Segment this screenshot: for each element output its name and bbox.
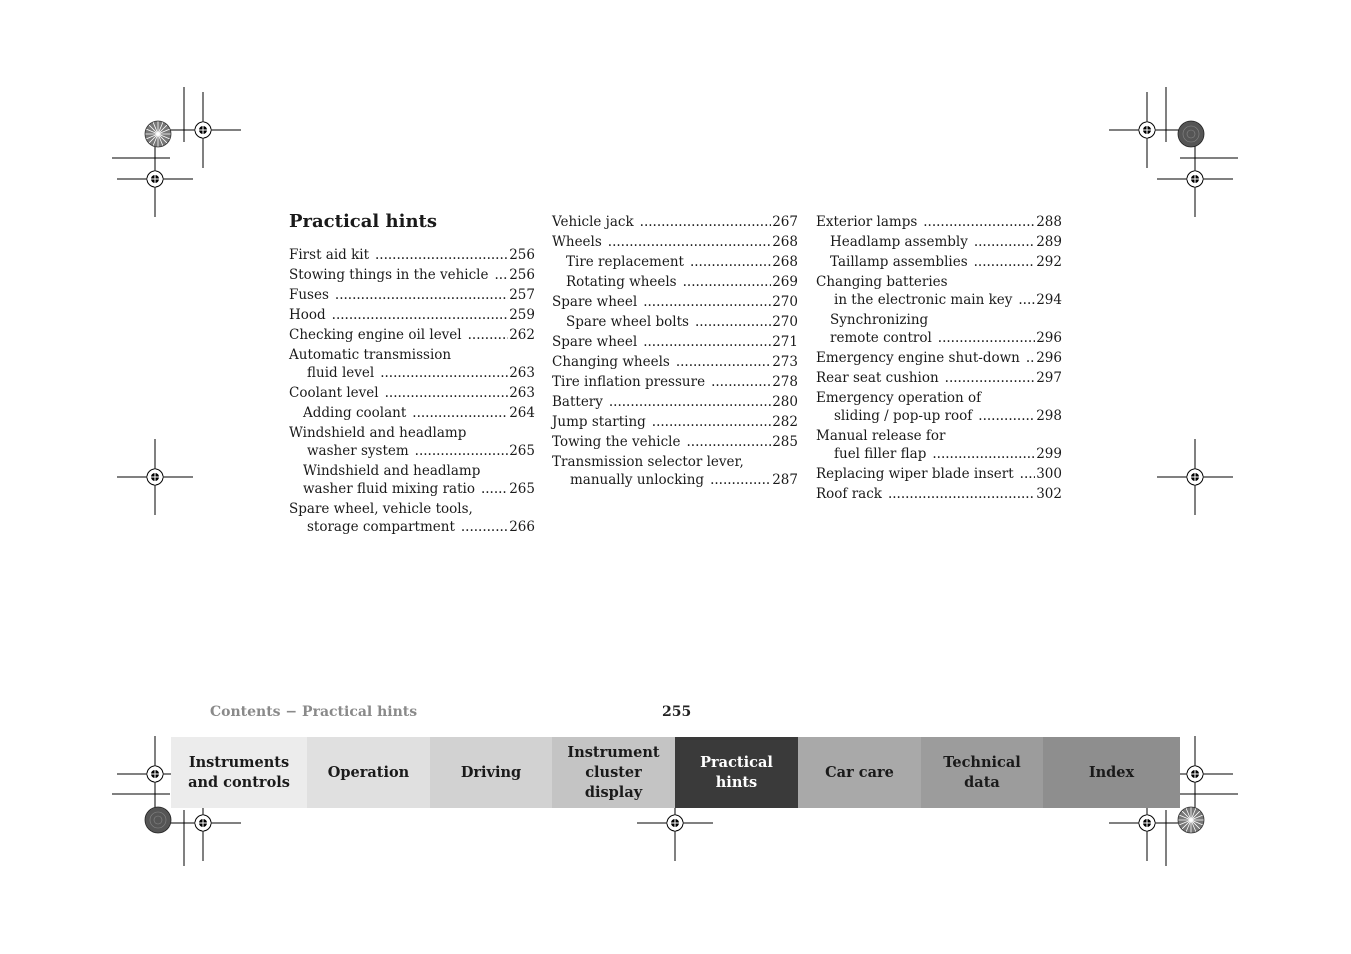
breadcrumb: Contents − Practical hints [210,704,418,720]
contents-column-1 [289,246,535,538]
entry-title: fluid level [307,365,375,381]
entry-title: Headlamp assembly [830,234,968,250]
entry-line [816,427,1062,445]
entry-line [816,407,1062,425]
entry-page-number: 268 [772,254,798,270]
entry-page-number: 285 [772,434,798,450]
contents-entry[interactable] [552,373,798,391]
tab-driving[interactable]: Driving [430,737,552,808]
entry-title: storage compartment [307,519,455,535]
entry-line [289,364,535,382]
contents-entry[interactable] [816,253,1062,271]
dot-leader [938,329,1035,347]
entry-page-number: 265 [509,481,535,497]
entry-title: Changing wheels [552,354,670,370]
entry-page-number: 297 [1036,370,1062,386]
dot-leader [686,433,771,451]
entry-page-number: 302 [1036,486,1062,502]
contents-entry[interactable] [552,233,798,251]
entry-title: Exterior lamps [816,214,918,230]
contents-entry[interactable] [816,233,1062,251]
entry-page-number: 300 [1036,466,1062,482]
entry-line [816,369,1062,387]
dot-leader [652,413,771,431]
entry-page-number: 256 [509,267,535,283]
entry-line [289,384,535,402]
entry-line [816,445,1062,463]
entry-line [552,273,798,291]
entry-page-number: 294 [1036,292,1062,308]
entry-page-number: 265 [509,443,535,459]
entry-line [289,246,535,264]
dot-leader [690,253,771,271]
entry-line [552,413,798,431]
entry-title: Vehicle jack [552,214,634,230]
entry-line [816,349,1062,367]
tab-practical-hints[interactable]: Practical hints [675,737,798,808]
entry-title: washer fluid mixing ratio [303,481,475,497]
entry-line [552,373,798,391]
entry-line [289,286,535,304]
dot-leader [978,407,1035,425]
entry-page-number: 289 [1036,234,1062,250]
contents-entry[interactable] [552,393,798,411]
section-title: Practical hints [289,211,437,232]
entry-line [816,291,1062,309]
entry-line [552,393,798,411]
dot-leader [643,333,771,351]
dot-leader [385,384,509,402]
entry-title: Adding coolant [303,405,407,421]
dot-leader [710,471,771,489]
entry-line [552,433,798,451]
tab-car-care[interactable]: Car care [798,737,921,808]
entry-line [289,518,535,536]
entry-line [289,306,535,324]
entry-title: Windshield and headlamp [303,463,481,479]
tab-technical-data[interactable]: Technical data [921,737,1043,808]
dot-leader [375,246,508,264]
contents-entry[interactable] [816,273,1062,309]
contents-entry[interactable] [289,286,535,304]
contents-entry[interactable] [816,311,1062,347]
entry-line [552,453,798,471]
dot-leader [495,266,509,284]
entry-title: Spare wheel bolts [566,314,689,330]
entry-title: Rotating wheels [566,274,677,290]
entry-line [289,346,535,364]
contents-entry[interactable] [289,500,535,536]
entry-title: sliding / pop-up roof [834,408,973,424]
entry-line [816,253,1062,271]
entry-page-number: 264 [509,405,535,421]
entry-page-number: 268 [772,234,798,250]
contents-entry[interactable] [289,246,535,264]
contents-entry[interactable] [289,384,535,402]
entry-title: Emergency engine shut-down [816,350,1020,366]
contents-entry[interactable] [289,346,535,382]
entry-line [289,462,535,480]
dot-leader [945,369,1036,387]
entry-title: Checking engine oil level [289,327,462,343]
entry-line [816,465,1062,483]
contents-entry[interactable] [289,306,535,324]
entry-line [289,480,535,498]
entry-line [816,273,1062,291]
entry-title: Emergency operation of [816,390,982,406]
entry-line [816,389,1062,407]
entry-title: Windshield and headlamp [289,425,467,441]
contents-entry[interactable] [552,453,798,489]
entry-page-number: 299 [1036,446,1062,462]
dot-leader [481,480,508,498]
contents-entry[interactable] [552,433,798,451]
tab-index[interactable]: Index [1043,737,1180,808]
entry-title: Spare wheel [552,334,638,350]
entry-page-number: 266 [509,519,535,535]
entry-title: manually unlocking [570,472,705,488]
contents-entry[interactable] [552,273,798,291]
entry-page-number: 273 [772,354,798,370]
dot-leader [683,273,772,291]
dot-leader [608,233,771,251]
entry-line [552,253,798,271]
dot-leader [461,518,508,536]
entry-title: First aid kit [289,247,370,263]
dot-leader [695,313,771,331]
entry-line [289,266,535,284]
entry-page-number: 263 [509,385,535,401]
entry-title: in the electronic main key [834,292,1013,308]
entry-title: Hood [289,307,326,323]
entry-page-number: 267 [772,214,798,230]
entry-title: Automatic transmission [289,347,452,363]
entry-title: Spare wheel [552,294,638,310]
entry-title: Spare wheel, vehicle tools, [289,501,473,517]
entry-page-number: 296 [1036,350,1062,366]
dot-leader [974,253,1036,271]
entry-line [289,326,535,344]
contents-entry[interactable] [289,424,535,460]
entry-title: Manual release for [816,428,946,444]
entry-line [552,333,798,351]
contents-column-3 [816,213,1062,505]
entry-line [289,404,535,422]
entry-title: Replacing wiper blade insert [816,466,1014,482]
entry-title: Coolant level [289,385,379,401]
dot-leader [932,445,1035,463]
entry-page-number: 270 [772,314,798,330]
entry-title: washer system [307,443,409,459]
contents-entry[interactable] [816,349,1062,367]
entry-page-number: 298 [1036,408,1062,424]
contents-entry[interactable] [289,404,535,422]
tab-instruments-and-controls[interactable]: Instruments and controls [171,737,307,808]
dot-leader [412,404,508,422]
dot-leader [888,485,1035,503]
dot-leader [1020,465,1036,483]
tab-instrument-cluster-display[interactable]: Instrument cluster display [552,737,675,808]
dot-leader [380,364,508,382]
entry-title: Rear seat cushion [816,370,939,386]
entry-title: remote control [830,330,932,346]
contents-entry[interactable] [552,313,798,331]
entry-line [816,233,1062,251]
entry-page-number: 292 [1036,254,1062,270]
entry-line [816,485,1062,503]
dot-leader [923,213,1035,231]
entry-title: Jump starting [552,414,646,430]
contents-entry[interactable] [289,326,535,344]
entry-page-number: 296 [1036,330,1062,346]
dot-leader [643,293,771,311]
entry-line [552,293,798,311]
entry-page-number: 282 [772,414,798,430]
contents-entry[interactable] [816,465,1062,483]
entry-line [816,311,1062,329]
entry-page-number: 271 [772,334,798,350]
entry-line [552,233,798,251]
dot-leader [335,286,508,304]
entry-title: Tire inflation pressure [552,374,706,390]
entry-page-number: 278 [772,374,798,390]
contents-entry[interactable] [552,353,798,371]
contents-entry[interactable] [816,213,1062,231]
dot-leader [1026,349,1035,367]
contents-column-2 [552,213,798,491]
entry-line [289,442,535,460]
entry-line [289,500,535,518]
page-number: 255 [662,704,692,720]
entry-page-number: 287 [772,472,798,488]
entry-line [552,471,798,489]
entry-page-number: 263 [509,365,535,381]
dot-leader [974,233,1035,251]
entry-page-number: 288 [1036,214,1062,230]
contents-entry[interactable] [289,462,535,498]
dot-leader [640,213,772,231]
entry-title: fuel filler flap [834,446,927,462]
dot-leader [1018,291,1035,309]
contents-entry[interactable] [816,485,1062,503]
entry-title: Synchronizing [830,312,929,328]
entry-line [552,353,798,371]
entry-line [552,313,798,331]
entry-title: Roof rack [816,486,882,502]
entry-title: Battery [552,394,603,410]
entry-page-number: 256 [509,247,535,263]
contents-entry[interactable] [816,369,1062,387]
entry-page-number: 270 [772,294,798,310]
entry-line [816,213,1062,231]
dot-leader [468,326,509,344]
dot-leader [332,306,509,324]
contents-entry[interactable] [816,427,1062,463]
entry-title: Stowing things in the vehicle [289,267,489,283]
entry-line [816,329,1062,347]
entry-title: Wheels [552,234,602,250]
entry-page-number: 257 [509,287,535,303]
entry-title: Towing the vehicle [552,434,681,450]
tab-operation[interactable]: Operation [307,737,430,808]
dot-leader [676,353,771,371]
contents-entry[interactable] [816,389,1062,425]
dot-leader [415,442,509,460]
entry-line [552,213,798,231]
contents-entry[interactable] [552,293,798,311]
contents-entry[interactable] [552,253,798,271]
entry-page-number: 280 [772,394,798,410]
contents-entry[interactable] [552,213,798,231]
dot-leader [609,393,771,411]
entry-title: Taillamp assemblies [830,254,968,270]
entry-page-number: 269 [772,274,798,290]
dot-leader [711,373,771,391]
contents-entry[interactable] [552,413,798,431]
contents-entry[interactable] [552,333,798,351]
entry-title: Fuses [289,287,329,303]
contents-entry[interactable] [289,266,535,284]
entry-title: Changing batteries [816,274,948,290]
entry-title: Tire replacement [566,254,684,270]
entry-page-number: 262 [509,327,535,343]
entry-line [289,424,535,442]
chapter-tabs [171,737,1180,808]
entry-page-number: 259 [509,307,535,323]
entry-title: Transmission selector lever, [552,454,744,470]
